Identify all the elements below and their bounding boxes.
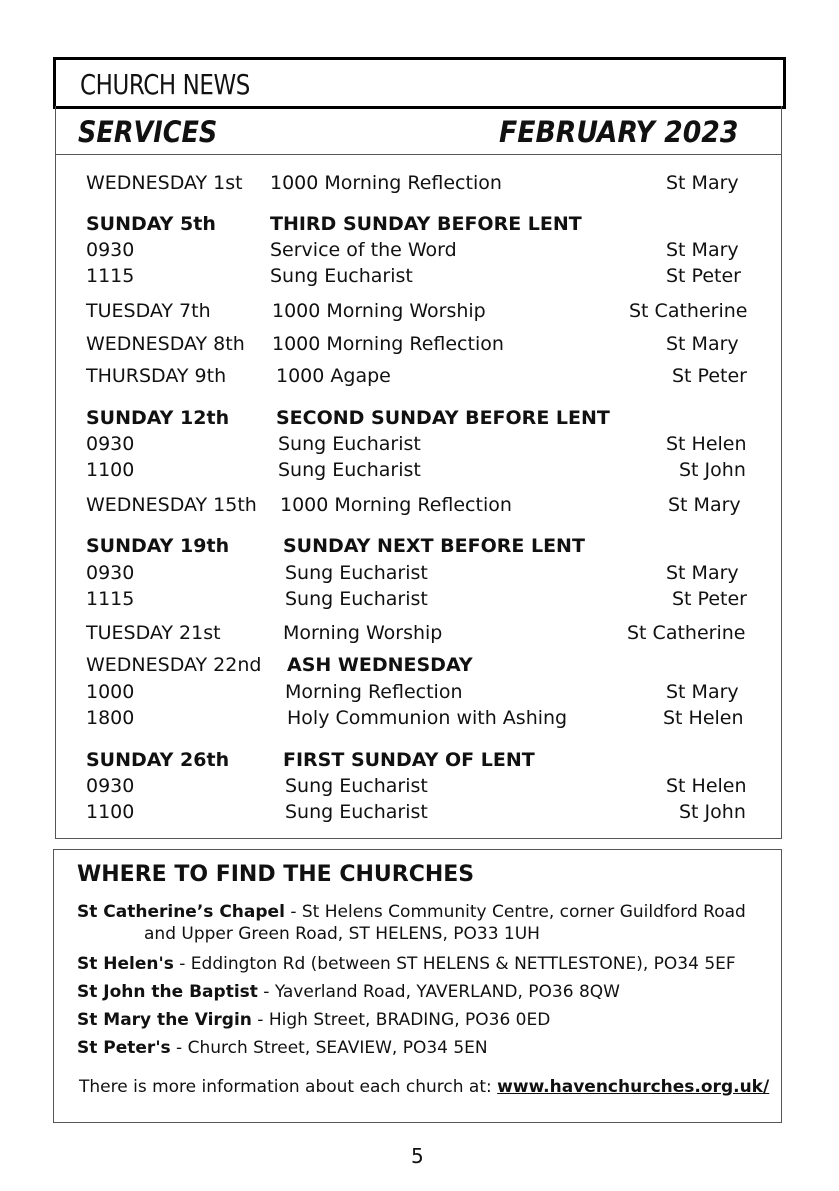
service-day: 1000 [86, 681, 135, 703]
service-day: TUESDAY 21st [86, 622, 221, 644]
service-day: 1100 [86, 459, 135, 481]
service-what: Service of the Word [270, 239, 457, 261]
service-what: 1000 Morning Reflection [280, 494, 512, 516]
website-link[interactable]: www.havenchurches.org.uk/ [497, 1077, 770, 1097]
service-where: St Peter [666, 265, 741, 287]
more-info-line [79, 1077, 769, 1097]
service-what: FIRST SUNDAY OF LENT [283, 749, 535, 771]
service-what: 1000 Agape [276, 365, 391, 387]
church-news-header [53, 57, 786, 109]
services-label: SERVICES [78, 115, 218, 149]
church-address: - Yaverland Road, YAVERLAND, PO36 8QW [257, 982, 620, 1002]
service-what: Morning Reflection [285, 681, 463, 703]
service-where: St John [679, 459, 746, 481]
service-day: WEDNESDAY 8th [86, 333, 245, 355]
service-where: St Mary [666, 333, 739, 355]
service-day: 1115 [86, 588, 135, 610]
service-where: St Mary [666, 172, 739, 194]
service-day: SUNDAY 19th [86, 535, 230, 557]
service-what: THIRD SUNDAY BEFORE LENT [270, 213, 582, 235]
church-entry [77, 901, 746, 923]
service-day: THURSDAY 9th [86, 365, 227, 387]
services-heading [56, 106, 781, 155]
service-what: Sung Eucharist [285, 801, 428, 823]
church-locations-panel [53, 849, 782, 1123]
services-month: FEBRUARY 2023 [499, 115, 739, 149]
service-where: St Mary [666, 562, 739, 584]
church-address: - Eddington Rd (between ST HELENS & NETTLESTONE), PO34 5EF [173, 954, 736, 974]
church-entry [77, 981, 620, 1003]
service-day: 0930 [86, 775, 135, 797]
services-panel [55, 106, 782, 839]
service-where: St Helen [666, 433, 747, 455]
church-address: - St Helens Community Centre, corner Guildford Road [284, 902, 746, 922]
service-day: 0930 [86, 562, 135, 584]
church-entry [77, 1009, 550, 1031]
service-day: SUNDAY 12th [86, 407, 230, 429]
service-what: Sung Eucharist [270, 265, 413, 287]
service-day: WEDNESDAY 1st [86, 172, 243, 194]
more-info-text: There is more information about each church at: [79, 1077, 498, 1097]
service-what: 1000 Morning Reflection [270, 172, 502, 194]
locations-title: WHERE TO FIND THE CHURCHES [77, 862, 475, 887]
church-entry [77, 953, 736, 975]
church-name: St Mary the Virgin [77, 1010, 252, 1030]
church-name: St Peter's [77, 1038, 171, 1058]
service-day: 1800 [86, 707, 135, 729]
service-where: St Mary [666, 239, 739, 261]
service-what: SUNDAY NEXT BEFORE LENT [283, 535, 585, 557]
service-where: St Peter [672, 365, 747, 387]
church-name: St Catherine’s Chapel [77, 902, 285, 922]
service-day: 1100 [86, 801, 135, 823]
service-day: SUNDAY 5th [86, 213, 216, 235]
page-number: 5 [411, 1144, 424, 1168]
service-what: Sung Eucharist [278, 433, 421, 455]
service-day: TUESDAY 7th [86, 300, 211, 322]
service-day: WEDNESDAY 15th [86, 494, 257, 516]
service-day: WEDNESDAY 22nd [86, 654, 262, 676]
service-what: SECOND SUNDAY BEFORE LENT [276, 407, 610, 429]
church-name: St Helen's [77, 954, 174, 974]
service-day: SUNDAY 26th [86, 749, 230, 771]
service-what: Morning Worship [283, 622, 443, 644]
service-what: Sung Eucharist [285, 588, 428, 610]
service-day: 1115 [86, 265, 135, 287]
service-day: 0930 [86, 239, 135, 261]
service-what: Sung Eucharist [278, 459, 421, 481]
service-where: St Catherine [629, 300, 748, 322]
service-day: 0930 [86, 433, 135, 455]
service-what: Sung Eucharist [285, 775, 428, 797]
service-where: St Helen [663, 707, 744, 729]
service-what: Holy Communion with Ashing [287, 707, 568, 729]
church-address: - High Street, BRADING, PO36 0ED [251, 1010, 551, 1030]
church-entry [77, 1037, 488, 1059]
page-title: CHURCH NEWS [80, 68, 250, 101]
service-what: ASH WEDNESDAY [287, 654, 473, 676]
service-where: St Mary [668, 494, 741, 516]
service-what: 1000 Morning Reflection [272, 333, 504, 355]
service-where: St Peter [672, 588, 747, 610]
service-what: 1000 Morning Worship [272, 300, 486, 322]
service-where: St Mary [666, 681, 739, 703]
service-what: Sung Eucharist [285, 562, 428, 584]
church-address: - Church Street, SEAVIEW, PO34 5EN [170, 1038, 488, 1058]
church-address-continued: and Upper Green Road, ST HELENS, PO33 1UH [144, 924, 540, 944]
service-where: St Catherine [627, 622, 746, 644]
church-name: St John the Baptist [77, 982, 258, 1002]
service-where: St John [679, 801, 746, 823]
service-where: St Helen [666, 775, 747, 797]
